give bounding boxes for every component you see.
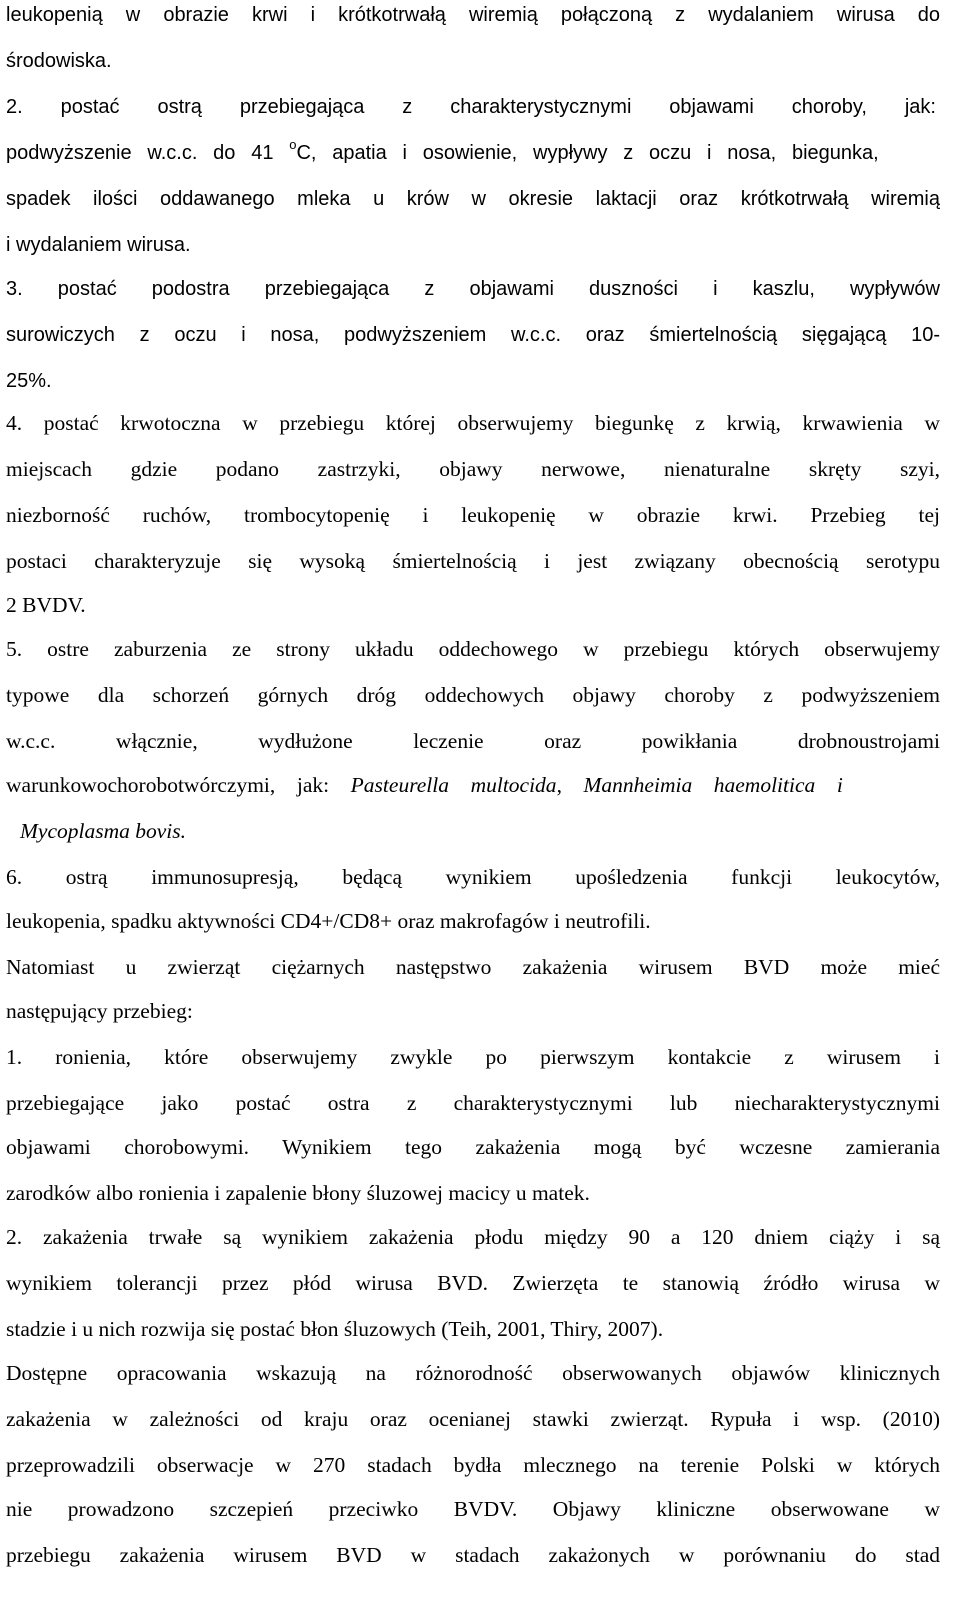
text-line: 3. postać podostra przebiegająca z objawami duszności i kaszlu, wypływów [6,278,940,300]
text-line: 1. ronienia, które obserwujemy zwykle po pierwszym kontakcie z wirusem i [6,1045,940,1069]
text-line: przebiegu zakażenia wirusem BVD w stadach zakażonych w porównaniu do stad [6,1543,940,1567]
text-line: przeprowadzili obserwacje w 270 stadach bydła mlecznego na terenie Polski w których [6,1453,940,1477]
text-line: następujący przebieg: [6,999,193,1023]
text-line: wynikiem tolerancji przez płód wirusa BVD. Zwierzęta te stanowią źródło wirusa w [6,1271,940,1295]
text-line: i wydalaniem wirusa. [6,234,191,256]
text-line: Natomiast u zwierząt ciężarnych następstwo zakażenia wirusem BVD może mieć [6,955,940,979]
text-line [6,139,940,167]
text-line [6,771,940,799]
text-line: Dostępne opracowania wskazują na różnorodność obserwowanych objawów klinicznych [6,1361,940,1385]
text-line: typowe dla schorzeń górnych dróg oddechowych objawy choroby z podwyższeniem [6,683,940,707]
text-line: leukopenia, spadku aktywności CD4+/CD8+ oraz makrofagów i neutrofili. [6,909,651,933]
text-line: środowiska. [6,50,112,72]
text-line: w.c.c. włącznie, wydłużone leczenie oraz powikłania drobnoustrojami [6,729,940,753]
text-span: , [556,773,584,797]
degree-superscript: o [289,137,297,153]
text-line: 2 BVDV. [6,593,86,617]
text-line: 4. postać krwotoczna w przebiegu której obserwujemy biegunkę z krwią, krwawienia w [6,411,940,435]
text-span: podwyższenie w.c.c. do 41 [6,142,290,164]
text-line: 2. postać ostrą przebiegająca z charakterystycznymi objawami choroby, jak: [6,96,936,118]
text-line: 25%. [6,370,52,392]
text-line: surowiczych z oczu i nosa, podwyższeniem w.c.c. oraz śmiertelnością sięgającą 10- [6,324,940,346]
text-line: nie prowadzono szczepień przeciwko BVDV. Objawy kliniczne obserwowane w [6,1497,940,1521]
text-line: stadzie i u nich rozwija się postać błon śluzowych (Teih, 2001, Thiry, 2007). [6,1317,664,1341]
text-line: miejscach gdzie podano zastrzyki, objawy nerwowe, nienaturalne skręty szyi, [6,457,940,481]
text-span: C, apatia i osowienie, wypływy z oczu i nosa, biegunka, [296,142,879,164]
text-line: przebiegające jako postać ostra z charakterystycznymi lub niecharakterystycznymi [6,1091,940,1115]
text-line: 6. ostrą immunosupresją, będącą wynikiem upośledzenia funkcji leukocytów, [6,865,940,889]
text-line: spadek ilości oddawanego mleka u krów w okresie laktacji oraz krótkotrwałą wiremią [6,188,940,210]
text-line: 2. zakażenia trwałe są wynikiem zakażenia płodu między 90 a 120 dniem ciąży i są [6,1225,940,1249]
species-name: Mannheimia haemolitica i [583,773,843,797]
species-name: Mycoplasma bovis. [20,819,186,843]
text-line: niezborność ruchów, trombocytopenię i leukopenię w obrazie krwi. Przebieg tej [6,503,940,527]
text-line: leukopenią w obrazie krwi i krótkotrwałą wiremią połączoną z wydalaniem wirusa do [6,4,940,26]
text-line: zakażenia w zależności od kraju oraz ocenianej stawki zwierząt. Rypuła i wsp. (2010) [6,1407,940,1431]
text-line: objawami chorobowymi. Wynikiem tego zakażenia mogą być wczesne zamierania [6,1135,940,1159]
text-span: warunkowochorobotwórczymi, jak: [6,773,351,797]
species-name: Pasteurella multocida [350,773,557,797]
text-line: zarodków albo ronienia i zapalenie błony śluzowej macicy u matek. [6,1181,590,1205]
text-line: postaci charakteryzuje się wysoką śmiertelnością i jest związany obecnością serotypu [6,549,940,573]
text-line: 5. ostre zaburzenia ze strony układu oddechowego w przebiegu których obserwujemy [6,637,940,661]
